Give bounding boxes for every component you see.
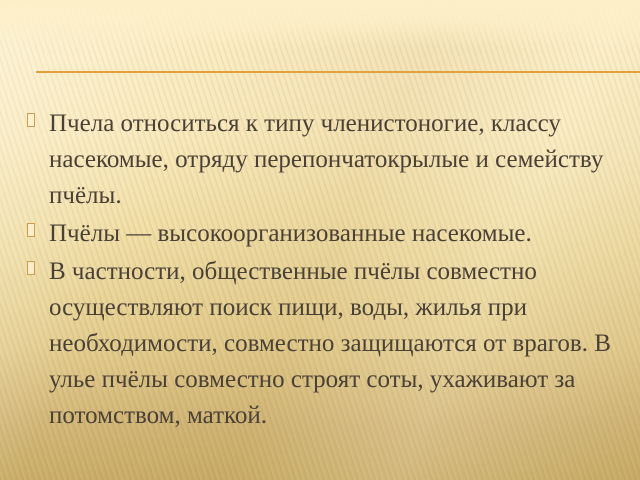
bullet-list — [27, 106, 619, 436]
bullet-text: Пчёлы — высокоорганизованные насекомые. — [49, 220, 532, 247]
divider-line — [36, 71, 640, 73]
list-item — [27, 254, 619, 434]
bullet-marker-icon — [27, 223, 35, 237]
bullet-marker-icon — [27, 113, 35, 127]
bullet-text: В частности, общественные пчёлы совместно осуществляют поиск пищи, воды, жилья при необходимости, совместно защищаются от врагов. В улье пчёлы совместно строят соты, ухаживают за потомством, маткой. — [49, 258, 611, 429]
list-item — [27, 216, 619, 252]
bullet-marker-icon — [27, 261, 35, 275]
list-item — [27, 106, 619, 214]
bullet-text: Пчела относиться к типу членистоногие, классу насекомые, отряду перепончатокрылые и семейству пчёлы. — [49, 110, 604, 209]
